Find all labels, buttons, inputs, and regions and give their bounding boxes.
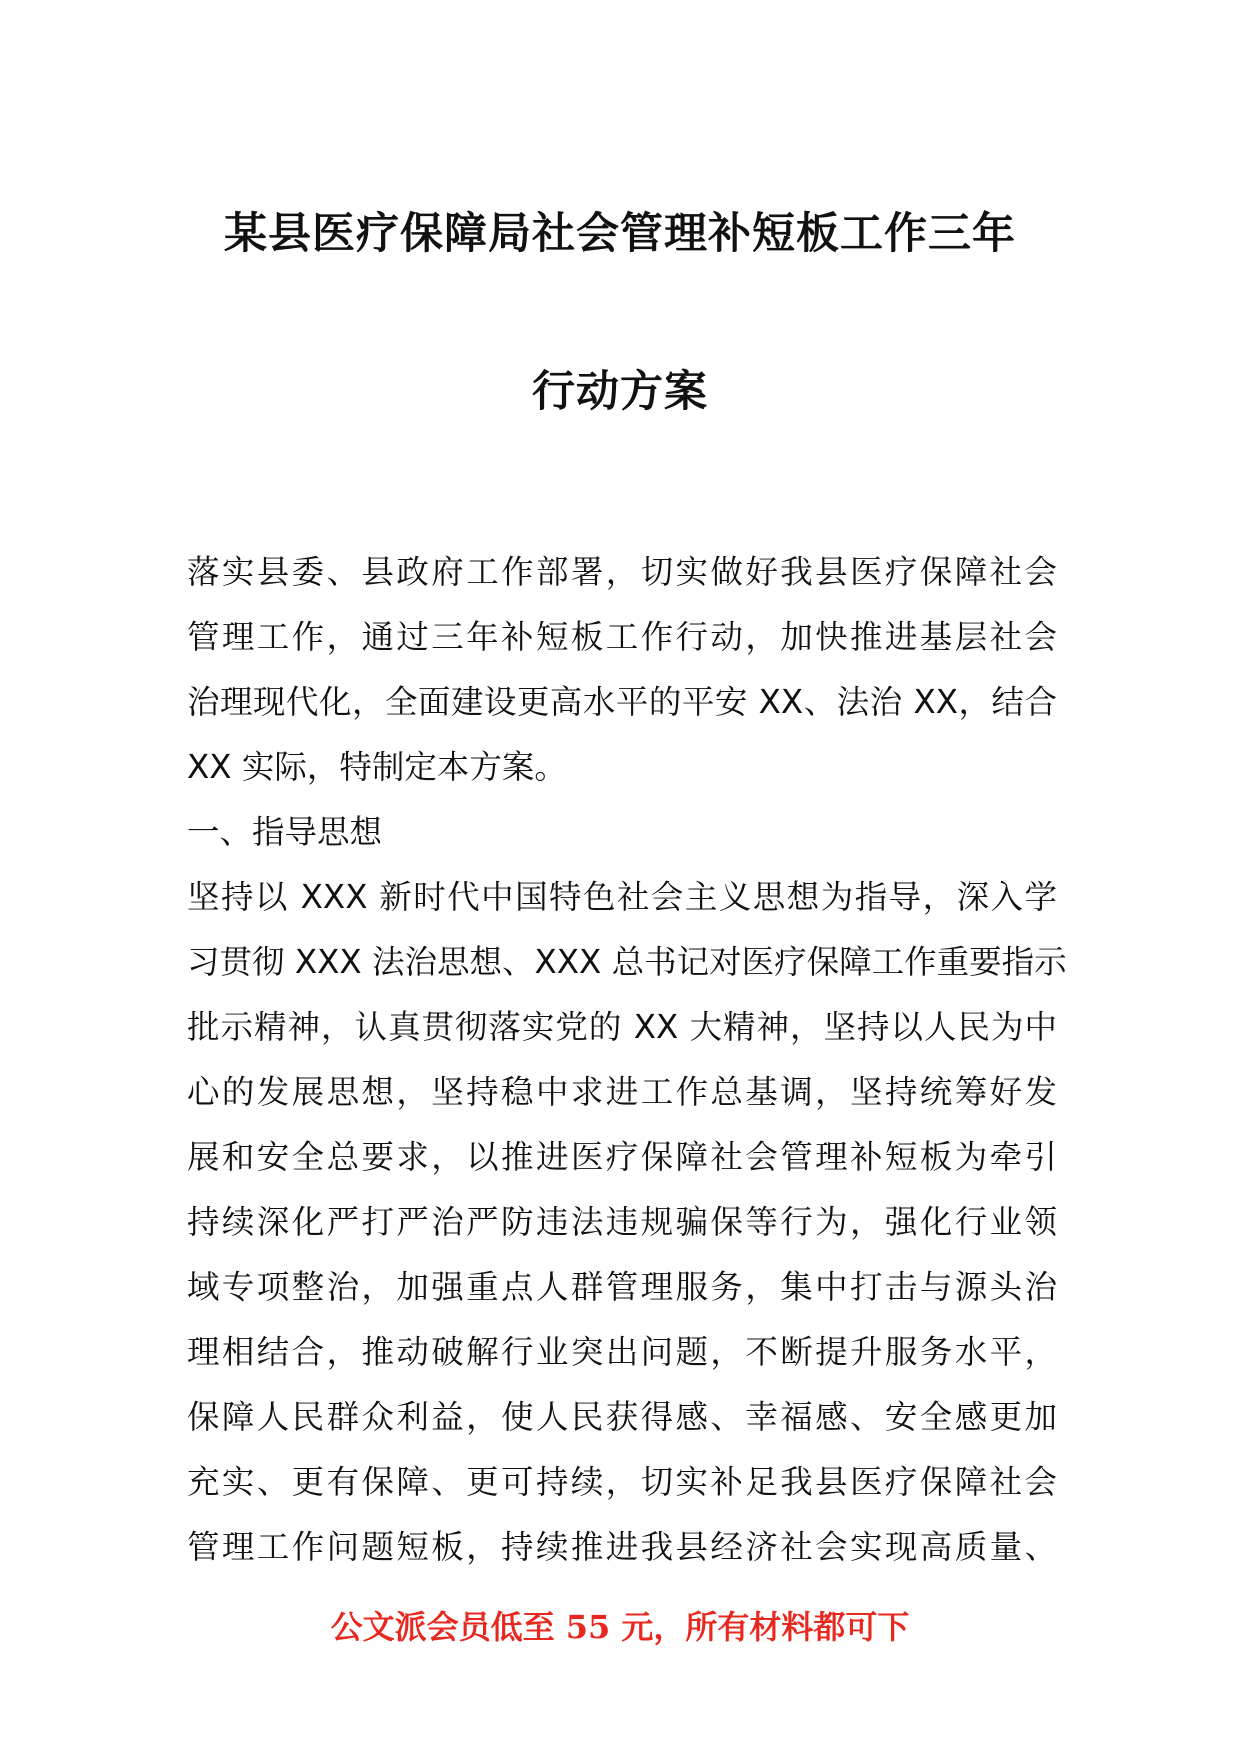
paragraph-2-line: 持续深化严打严治严防违法违规骗保等行为，强化行业领 (187, 1203, 1057, 1241)
paragraph-1-line: 治理现代化，全面建设更高水平的平安 XX、法治 XX，结合 (187, 683, 1057, 721)
paragraph-2-line: 心的发展思想，坚持稳中求进工作总基调，坚持统筹好发 (187, 1073, 1057, 1111)
document-body (187, 540, 1067, 1580)
paragraph-2-line: 理相结合，推动破解行业突出问题，不断提升服务水平， (187, 1333, 1057, 1371)
paragraph-2-line: 坚持以 XXX 新时代中国特色社会主义思想为指导，深入学 (187, 878, 1057, 916)
document-title-line-1: 某县医疗保障局社会管理补短板工作三年 (224, 209, 1016, 259)
paragraph-2-line: 批示精神，认真贯彻落实党的 XX 大精神，坚持以人民为中 (187, 1008, 1057, 1046)
paragraph-2-line: 保障人民群众利益，使人民获得感、幸福感、安全感更加 (187, 1398, 1057, 1436)
paragraph-2-line: 习贯彻 XXX 法治思想、XXX 总书记对医疗保障工作重要指示 (187, 943, 1067, 981)
membership-promo-banner: 公文派会员低至 55 元，所有材料都可下 (330, 1608, 910, 1646)
paragraph-2-line: 管理工作问题短板，持续推进我县经济社会实现高质量、 (187, 1528, 1057, 1566)
paragraph-2-line: 展和安全总要求，以推进医疗保障社会管理补短板为牵引 (187, 1138, 1057, 1176)
paragraph-1-line: 管理工作，通过三年补短板工作行动，加快推进基层社会 (187, 618, 1057, 656)
section-1-heading: 一、指导思想 (187, 813, 383, 851)
paragraph-1-line: XX 实际，特制定本方案。 (187, 748, 567, 786)
paragraph-2-line: 充实、更有保障、更可持续，切实补足我县医疗保障社会 (187, 1463, 1057, 1501)
document-title-line-2: 行动方案 (532, 367, 708, 417)
paragraph-1-line: 落实县委、县政府工作部署，切实做好我县医疗保障社会 (187, 553, 1057, 591)
paragraph-2-line: 域专项整治，加强重点人群管理服务，集中打击与源头治 (187, 1268, 1057, 1306)
